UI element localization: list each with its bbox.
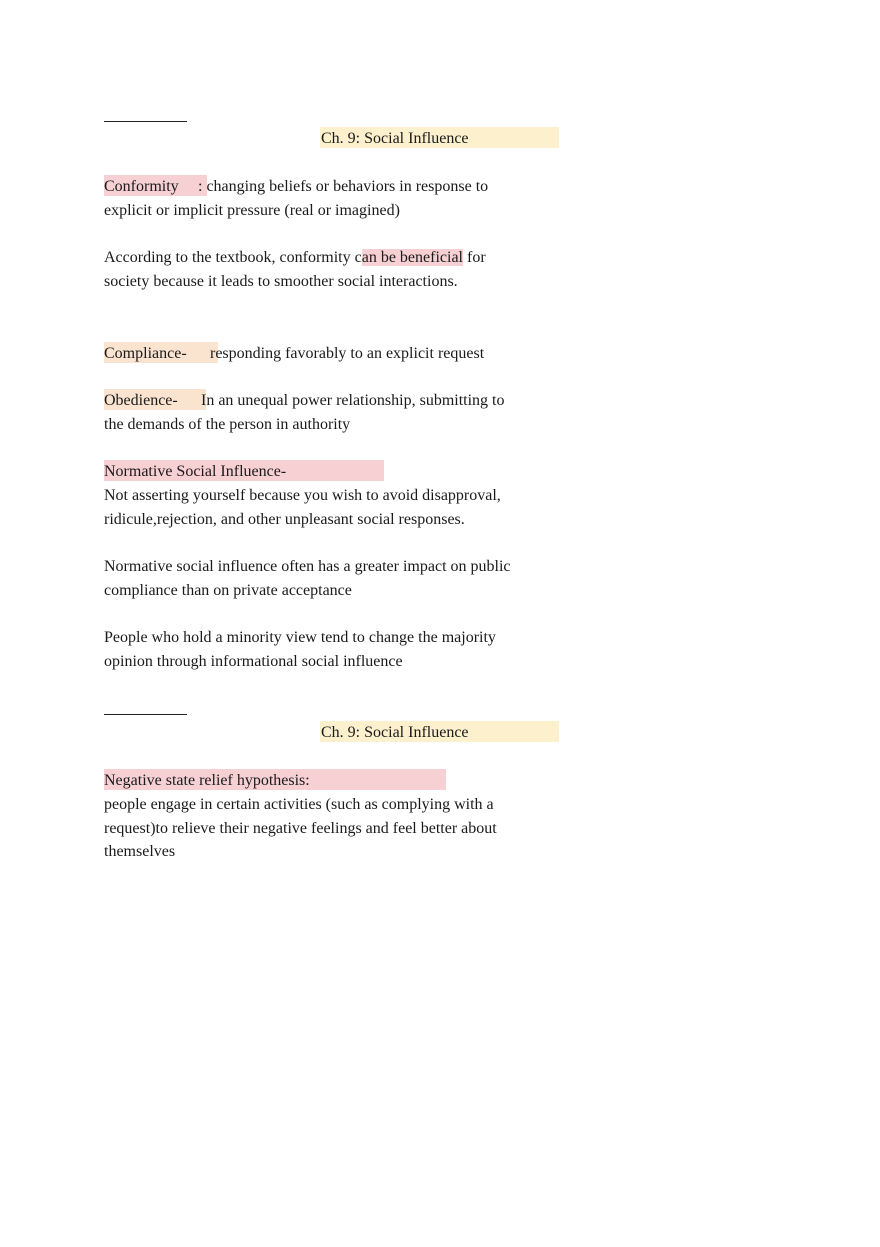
normative-definition: Not asserting yourself because you wish to avoid disapproval, (104, 487, 501, 504)
obedience-term: Obedience- (104, 392, 178, 409)
conformity-definition: : changing beliefs or behaviors in response to (198, 178, 489, 195)
normative-impact-cont: compliance than on private acceptance (104, 582, 352, 599)
compliance-definition: responding favorably to an explicit request (210, 345, 485, 362)
obedience-definition-cont: the demands of the person in authority (104, 416, 351, 433)
negative-state-definition-end: themselves (104, 843, 176, 860)
negative-state-term: Negative state relief hypothesis: (104, 772, 310, 789)
conformity-term: Conformity (104, 178, 179, 195)
obedience-definition: In an unequal power relationship, submitting to (201, 392, 505, 409)
normative-term: Normative Social Influence- (104, 463, 287, 480)
beneficial-highlight: an be beneficial (361, 249, 463, 266)
section-rule (104, 121, 187, 122)
textbook-statement: According to the textbook, conformity can be beneficial for (104, 249, 486, 266)
negative-state-definition: people engage in certain activities (such as complying with a (104, 796, 494, 813)
section-title-2: Ch. 9: Social Influence (321, 724, 469, 741)
negative-state-definition-cont: request)to relieve their negative feelings and feel better about (104, 820, 497, 837)
normative-definition-cont: ridicule,rejection, and other unpleasant social responses. (104, 511, 465, 528)
minority-view: People who hold a minority view tend to change the majority (104, 629, 496, 646)
section-title: Ch. 9: Social Influence (321, 130, 469, 147)
minority-view-cont: opinion through informational social influence (104, 653, 403, 670)
textbook-statement-cont: society because it leads to smoother social interactions. (104, 273, 458, 290)
compliance-term: Compliance- (104, 345, 187, 362)
conformity-definition-cont: explicit or implicit pressure (real or imagined) (104, 202, 400, 219)
section-rule-2 (104, 714, 187, 715)
normative-impact: Normative social influence often has a greater impact on public (104, 558, 511, 575)
